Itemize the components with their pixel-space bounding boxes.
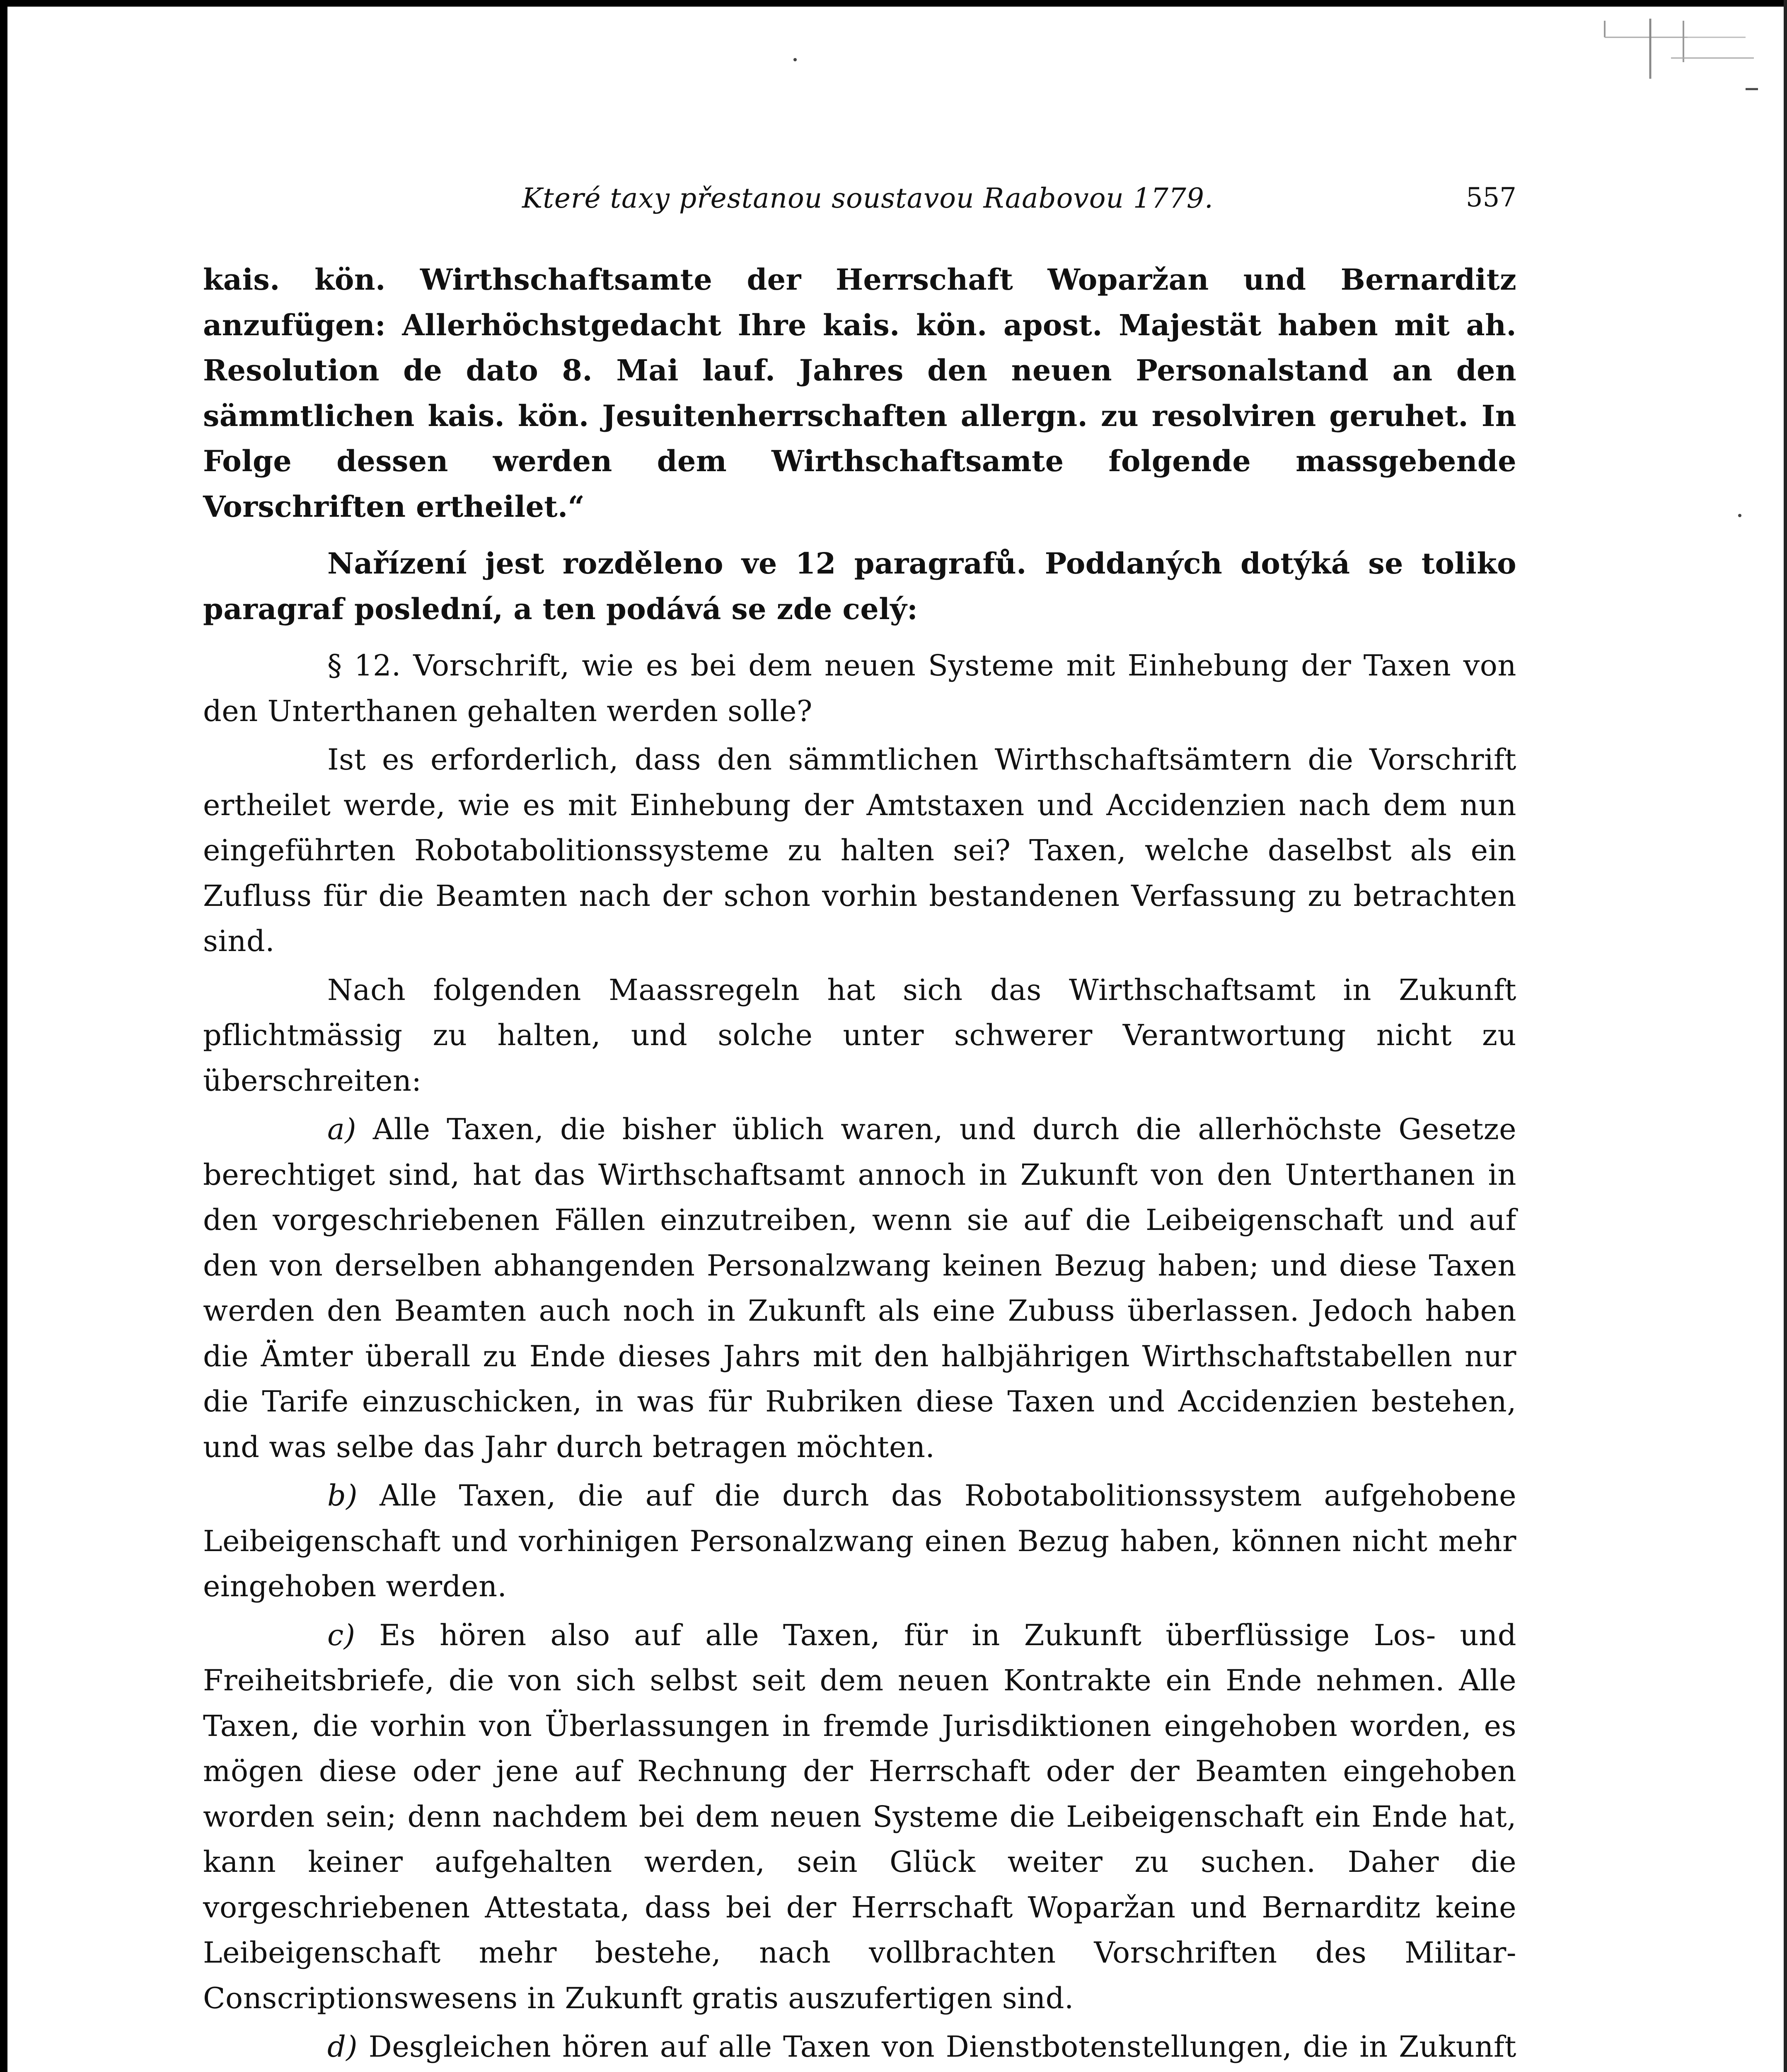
running-title: Které taxy přestanou soustavou Raabovou 1779. — [522, 182, 1214, 214]
paragraph-section-title: § 12. Vorschrift, wie es bei dem neuen Systeme mit Einhebung der Taxen von den Unterthanen gehalten werden solle? — [203, 649, 1516, 728]
item-text-b: Alle Taxen, die auf die durch das Robotabolitionssystem aufgehobene Leibeigenschaft und vorhinigen Personalzwang einen Bezug haben, können nicht mehr eingehoben werden. — [203, 1479, 1516, 1603]
item-text-c: Es hören also auf alle Taxen, für in Zukunft überflüssige Los- und Freiheitsbriefe, die von sich selbst seit dem neuen Kontrakte ein Ende nehmen. Alle Taxen, die vorhin von Überlassungen in fremde Jurisdiktionen eingehoben worden, es mögen diese oder jene auf Rechnung der Herrschaft oder der Beamten eingehoben worden sein; denn nachdem bei dem neuen Systeme die Leibeigenschaft ein Ende hat, kann keiner aufgehalten werden, sein Glück weiter zu suchen. Daher die vorgeschriebenen Attestata, dass bei der Herrschaft Woparžan und Bernarditz keine Leibeigenschaft mehr bestehe, nach vollbrachten Vorschriften des Militar-Conscriptionswesens in Zukunft gratis auszufertigen sind. — [203, 1618, 1516, 2015]
paragraph-requirement: Ist es erforderlich, dass den sämmtlichen Wirthschaftsämtern die Vorschrift ertheilet werde, wie es mit Einhebung der Amtstaxen und Accidenzien nach dem nun eingeführten Robotabolitionssysteme zu halten sei? Taxen, welche daselbst als ein Zufluss für die Beamten nach der schon vorhin bestandenen Verfassung zu betrachten sind. — [203, 743, 1516, 958]
paragraph-intro-quote: kais. kön. Wirthschaftsamte der Herrschaft Woparžan und Bernarditz anzufügen: Allerhöchstgedacht Ihre kais. kön. apost. Majestät haben mit ah. Resolution de dato 8. Mai lauf. Jahres den neuen Personalstand an den sämmtlichen kais. kön. Jesuitenherrschaften allergn. zu resolviren geruhet. In Folge dessen werden dem Wirthschaftsamte folgende massgebende Vorschriften ertheilet.“ — [203, 262, 1516, 524]
paragraph-item-d — [203, 2024, 1516, 2072]
paragraph-czech-note: Nařízení jest rozděleno ve 12 paragrafů. Poddaných dotýká se toliko paragraf poslední, a ten podává se zde celý: — [203, 546, 1516, 626]
page-number: 557 — [1465, 182, 1516, 213]
item-label-b: b) — [327, 1479, 358, 1513]
item-label-a: a) — [327, 1112, 357, 1146]
margin-ruler-marks — [1580, 12, 1770, 95]
paragraph-item-a — [203, 1107, 1516, 1470]
paragraph-rules-intro: Nach folgenden Maassregeln hat sich das Wirthschaftsamt in Zukunft pflichtmässig zu halten, und solche unter schwerer Verantwortung nicht zu überschreiten: — [203, 973, 1516, 1098]
scan-right-edge — [1784, 0, 1787, 2072]
paragraph-item-b — [203, 1473, 1516, 1610]
item-label-c: c) — [327, 1618, 355, 1652]
item-text-a: Alle Taxen, die bisher üblich waren, und durch die allerhöchste Gesetze berechtiget sind, hat das Wirthschaftsamt annoch in Zukunft von den Unterthanen in den vorgeschriebenen Fällen einzutreiben, wenn sie auf die Leibeigenschaft und auf den von derselben abhangenden Personalzwang keinen Bezug haben; und diese Taxen werden den Beamten auch noch in Zukunft als eine Zubuss überlassen. Jedoch haben die Ämter überall zu Ende dieses Jahrs mit den halbjährigen Wirthschaftstabellen nur die Tarife einzuschicken, in was für Rubriken diese Taxen und Accidenzien bestehen, und was selbe das Jahr durch betragen möchten. — [203, 1112, 1516, 1464]
item-text-d: Desgleichen hören auf alle Taxen von Dienstbotenstellungen, die in Zukunft — [368, 2030, 1516, 2064]
page-body — [203, 257, 1516, 2072]
item-label-d: d) — [327, 2030, 358, 2064]
page-header — [203, 178, 1516, 228]
scan-speck — [793, 58, 797, 61]
paragraph-item-c — [203, 1613, 1516, 2021]
scan-speck — [1738, 514, 1741, 517]
